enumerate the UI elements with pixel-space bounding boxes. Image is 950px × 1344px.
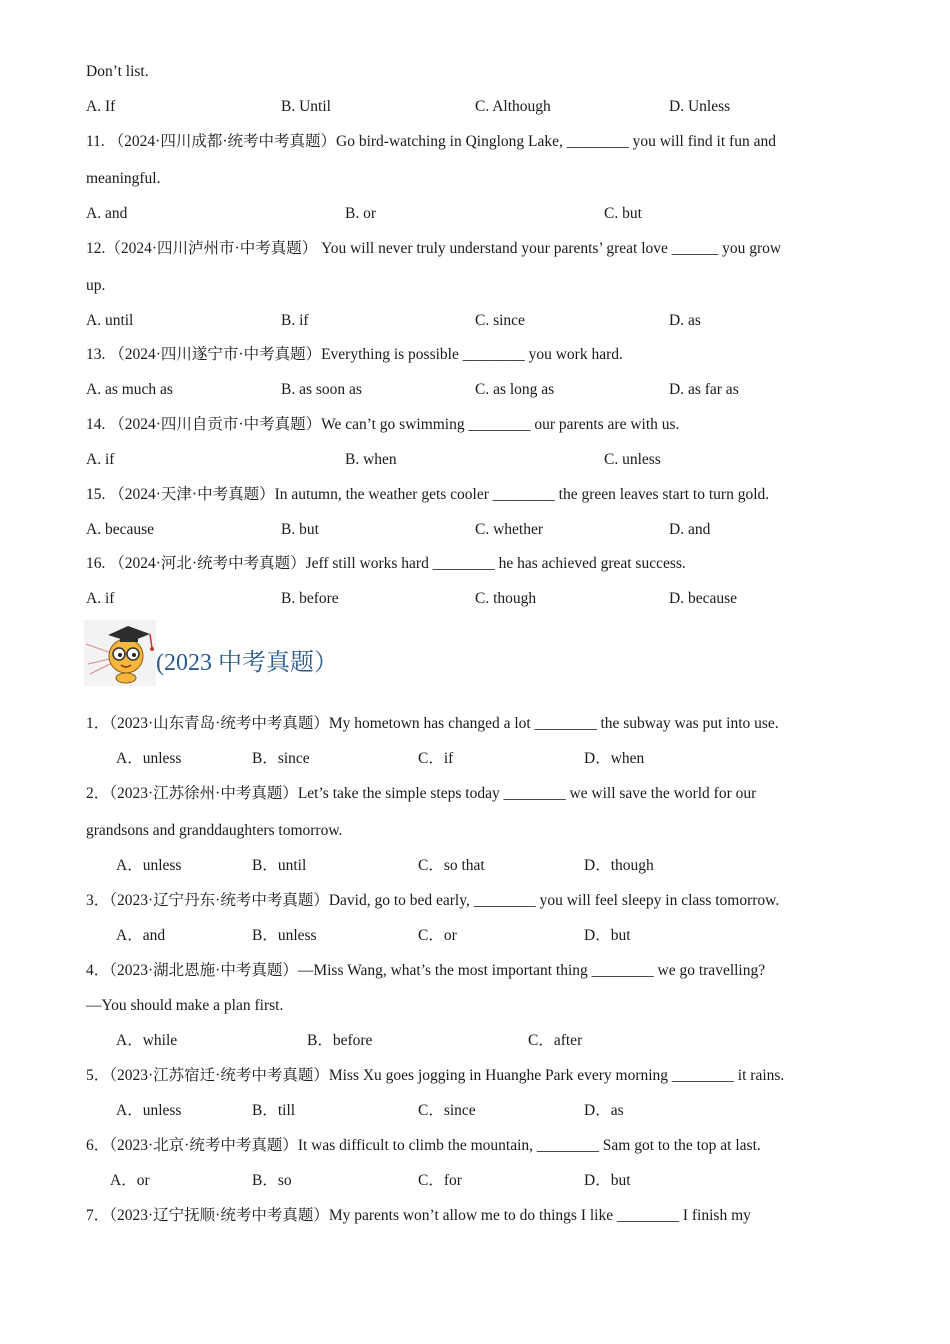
option-b: B．so: [252, 1172, 292, 1189]
question-14-stem: 14. （2024·四川自贡市·中考真题）We can’t go swimming ________ our parents are with us.: [86, 416, 680, 433]
option-a: A. if: [86, 451, 115, 468]
question-11-stem: 11. （2024·四川成都·统考中考真题）Go bird-watching in Qinglong Lake, ________ you will find it fun and: [86, 133, 776, 150]
question-3-stem: 3．（2023·辽宁丹东·统考中考真题）David, go to bed early, ________ you will feel sleepy in class tomorrow.: [86, 892, 780, 909]
question-12-stem: 12.（2024·四川泸州市·中考真题） You will never truly understand your parents’ great love ______ you grow: [86, 240, 782, 257]
option-b: B. before: [281, 590, 339, 607]
question-6-stem: 6．（2023·北京·统考中考真题）It was difficult to climb the mountain, ________ Sam got to the top at last.: [86, 1137, 761, 1154]
option-a: A. and: [86, 205, 128, 222]
question-13-stem: 13. （2024·四川遂宁市·中考真题）Everything is possible ________ you work hard.: [86, 346, 623, 363]
option-a: A. If: [86, 98, 116, 115]
option-c: C．if: [418, 750, 454, 767]
section-title: (2023 中考真题）: [156, 650, 338, 676]
question-2-stem: 2．（2023·江苏徐州·中考真题）Let’s take the simple steps today ________ we will save the world for our: [86, 785, 757, 802]
question-1-stem: 1．（2023·山东青岛·统考中考真题）My hometown has changed a lot ________ the subway was put into use.: [86, 715, 779, 732]
option-c: C．since: [418, 1102, 476, 1119]
option-d: D. and: [669, 521, 711, 538]
question-15-stem: 15. （2024·天津·中考真题）In autumn, the weather gets cooler ________ the green leaves start to turn gold.: [86, 486, 770, 503]
option-c: C．or: [418, 927, 457, 944]
option-a: A．or: [110, 1172, 150, 1189]
option-c: C. as long as: [475, 381, 555, 398]
option-b: B. if: [281, 312, 309, 329]
option-c: C. though: [475, 590, 537, 607]
option-a: A. as much as: [86, 381, 173, 398]
option-c: C. but: [604, 205, 642, 222]
option-c: C. unless: [604, 451, 661, 468]
option-b: B. as soon as: [281, 381, 362, 398]
question-16-stem: 16. （2024·河北·统考中考真题）Jeff still works hard ________ he has achieved great success.: [86, 555, 686, 572]
question-2-stem-cont: grandsons and granddaughters tomorrow.: [86, 822, 343, 839]
option-a: A. if: [86, 590, 115, 607]
option-d: D．as: [584, 1102, 624, 1119]
mascot-icon: [84, 620, 156, 686]
option-c: C. since: [475, 312, 525, 329]
option-d: D. Unless: [669, 98, 731, 115]
option-c: C．for: [418, 1172, 462, 1189]
option-d: D. as far as: [669, 381, 739, 398]
option-c: C. whether: [475, 521, 544, 538]
section-header: [84, 620, 484, 686]
option-c: C. Although: [475, 98, 551, 115]
question-12-stem-cont: up.: [86, 277, 106, 294]
option-b: B. when: [345, 451, 397, 468]
option-d: D．but: [584, 1172, 631, 1189]
option-a: A．and: [116, 927, 166, 944]
option-d: D. because: [669, 590, 737, 607]
option-b: B. Until: [281, 98, 331, 115]
question-11-stem-cont: meaningful.: [86, 170, 161, 187]
option-d: D．but: [584, 927, 631, 944]
option-a: A．unless: [116, 857, 182, 874]
option-a: A．unless: [116, 750, 182, 767]
option-b: B．unless: [252, 927, 317, 944]
option-c: C．after: [528, 1032, 583, 1049]
option-d: D. as: [669, 312, 701, 329]
option-b: B．before: [307, 1032, 373, 1049]
question-4-stem: 4．（2023·湖北恩施·中考真题）—Miss Wang, what’s the most important thing ________ we go travelling?: [86, 962, 766, 979]
option-b: B．since: [252, 750, 310, 767]
question-7-stem: 7．（2023·辽宁抚顺·统考中考真题）My parents won’t allow me to do things I like ________ I finish my: [86, 1207, 751, 1224]
option-c: C．so that: [418, 857, 485, 874]
option-d: D．when: [584, 750, 645, 767]
option-b: B. but: [281, 521, 319, 538]
option-a: A．while: [116, 1032, 178, 1049]
question-stem-tail: Don’t list.: [86, 63, 149, 80]
option-d: D．though: [584, 857, 654, 874]
question-4-stem-cont: —You should make a plan first.: [86, 997, 284, 1014]
option-b: B．till: [252, 1102, 296, 1119]
option-a: A．unless: [116, 1102, 182, 1119]
option-b: B．until: [252, 857, 307, 874]
option-a: A. because: [86, 521, 154, 538]
option-b: B. or: [345, 205, 376, 222]
option-a: A. until: [86, 312, 134, 329]
question-5-stem: 5．（2023·江苏宿迁·统考中考真题）Miss Xu goes jogging in Huanghe Park every morning ________ it rains.: [86, 1067, 785, 1084]
